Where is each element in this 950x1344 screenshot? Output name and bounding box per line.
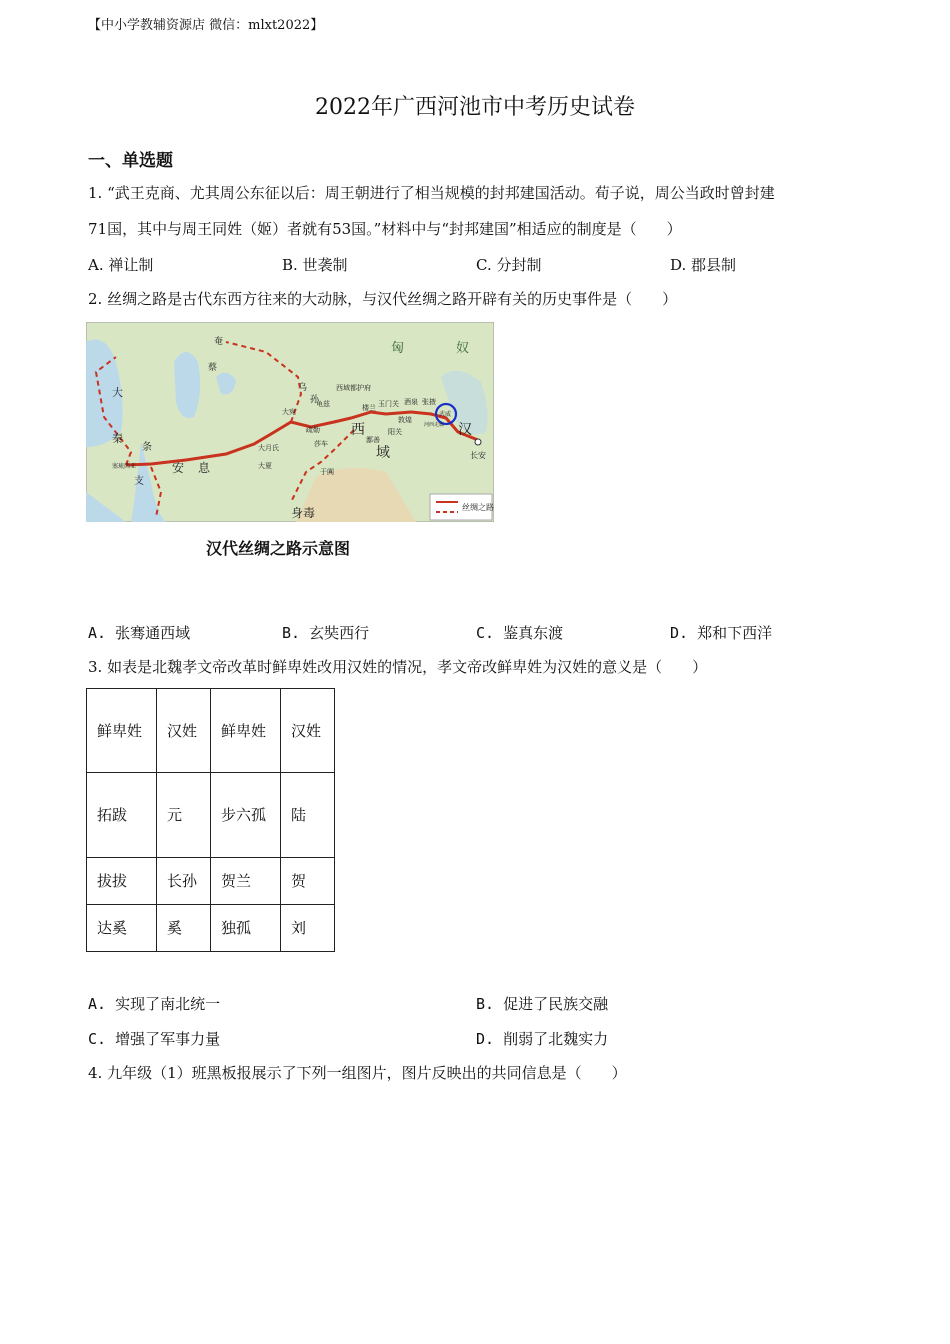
table-cell: 贺兰 xyxy=(211,858,281,905)
header-banner: 【中小学教辅资源店 微信：mlxt2022】 xyxy=(88,18,324,33)
silk-road-map xyxy=(86,322,494,522)
label-xiongnu-1: 匈 xyxy=(391,341,405,356)
q2-option-a: A. 张骞通西域 xyxy=(88,624,191,642)
q1-option-b: B. 世袭制 xyxy=(282,256,348,274)
q1-option-a: A. 禅让制 xyxy=(88,256,154,274)
label-zhangye: 张掖 xyxy=(422,398,436,406)
table-row xyxy=(87,773,335,858)
q3-option-b: B. 促进了民族交融 xyxy=(476,995,609,1013)
label-hexizoulang: 河西走廊 xyxy=(424,422,445,428)
table-row xyxy=(87,858,335,905)
question-4-text: 4. 九年级（1）班黑板报展示了下列一组图片，图片反映出的共同信息是（ ） xyxy=(88,1064,627,1082)
map-caption: 汉代丝绸之路示意图 xyxy=(206,539,351,558)
table-cell: 拓跋 xyxy=(87,773,157,858)
label-an: 奄 xyxy=(214,337,224,347)
table-cell: 奚 xyxy=(157,905,211,952)
label-tiao: 条 xyxy=(142,442,152,453)
label-shule: 疏勒 xyxy=(306,426,320,434)
label-qiuci: 龟兹 xyxy=(316,400,330,408)
label-dunhuang: 敦煌 xyxy=(398,416,412,424)
table-cell: 汉姓 xyxy=(281,689,335,773)
table-cell: 鲜卑姓 xyxy=(211,689,281,773)
label-anxi-1: 安 xyxy=(172,461,185,475)
label-cai: 蔡 xyxy=(208,363,218,373)
table-row xyxy=(87,905,335,952)
q3-option-c: C. 增强了军事力量 xyxy=(88,1030,221,1048)
table-cell: 元 xyxy=(157,773,211,858)
label-changan: 长安 xyxy=(470,451,486,460)
label-dayuan: 大宛 xyxy=(282,408,296,416)
q2-option-d: D. 郑和下西洋 xyxy=(670,624,773,642)
table-cell: 贺 xyxy=(281,858,335,905)
question-2-text: 2. 丝绸之路是古代东西方往来的大动脉，与汉代丝绸之路开辟有关的历史事件是（ ） xyxy=(88,290,678,308)
q1-option-d: D. 郡县制 xyxy=(670,256,737,274)
label-loulan: 楼兰 xyxy=(362,404,376,412)
label-zhi: 支 xyxy=(134,476,144,487)
label-yutian: 于阗 xyxy=(320,468,334,476)
q1-option-c: C. 分封制 xyxy=(476,256,542,274)
q3-option-d: D. 削弱了北魏实力 xyxy=(476,1030,609,1048)
table-cell: 汉姓 xyxy=(157,689,211,773)
table-cell: 长孙 xyxy=(157,858,211,905)
label-da: 大 xyxy=(112,386,123,399)
label-yu: 域 xyxy=(376,445,390,461)
table-cell: 拔拔 xyxy=(87,858,157,905)
label-anxi-2: 息 xyxy=(198,461,211,475)
label-wuwei: 武威 xyxy=(439,411,452,418)
q2-option-c: C. 鉴真东渡 xyxy=(476,624,564,642)
label-yangguan: 阳关 xyxy=(388,428,402,436)
label-jiuquan: 酒泉 xyxy=(404,398,418,406)
label-shanshan: 鄯善 xyxy=(366,436,380,444)
table-cell: 刘 xyxy=(281,905,335,952)
label-sun: 孙 xyxy=(310,395,320,405)
label-shache: 莎车 xyxy=(314,440,328,448)
changan-marker xyxy=(475,439,481,445)
label-daxia: 大夏 xyxy=(258,462,272,470)
label-xiongnu-2: 奴 xyxy=(456,341,470,356)
q3-option-a: A. 实现了南北统一 xyxy=(88,995,221,1013)
label-xi: 西 xyxy=(351,422,365,438)
label-dayuezhi: 大月氏 xyxy=(258,444,279,452)
table-cell: 达奚 xyxy=(87,905,157,952)
surname-table xyxy=(86,688,335,952)
table-cell: 独孤 xyxy=(211,905,281,952)
table-cell: 步六孤 xyxy=(211,773,281,858)
question-3-text: 3. 如表是北魏孝文帝改革时鲜卑姓改用汉姓的情况，孝文帝改鲜卑姓为汉姓的意义是（ ） xyxy=(88,658,708,676)
label-qin: 秦 xyxy=(112,432,123,445)
label-yumenguan: 玉门关 xyxy=(378,400,399,408)
table-row xyxy=(87,689,335,773)
table-cell: 鲜卑姓 xyxy=(87,689,157,773)
label-duhufu: 西域都护府 xyxy=(336,384,371,392)
label-han: 汉 xyxy=(458,422,472,438)
q2-option-b: B. 玄奘西行 xyxy=(282,624,370,642)
question-1-line-2: 71国，其中与周王同姓（姬）者就有53国。”材料中与“封邦建国”相适应的制度是（ ） xyxy=(88,220,682,238)
question-1-line-1: 1. “武王克商、尤其周公东征以后：周王朝进行了相当规模的封邦建国活动。荀子说，周公当政时曾封建 xyxy=(88,184,775,202)
table-cell: 陆 xyxy=(281,773,335,858)
section-heading: 一、单选题 xyxy=(88,151,173,171)
label-wu: 乌 xyxy=(298,383,308,393)
page-title: 2022年广西河池市中考历史试卷 xyxy=(315,95,635,120)
legend-label: 丝绸之路 xyxy=(462,503,494,512)
label-saxi: 塞琉西亚 xyxy=(112,463,137,470)
label-shendu: 身毒 xyxy=(291,506,316,520)
